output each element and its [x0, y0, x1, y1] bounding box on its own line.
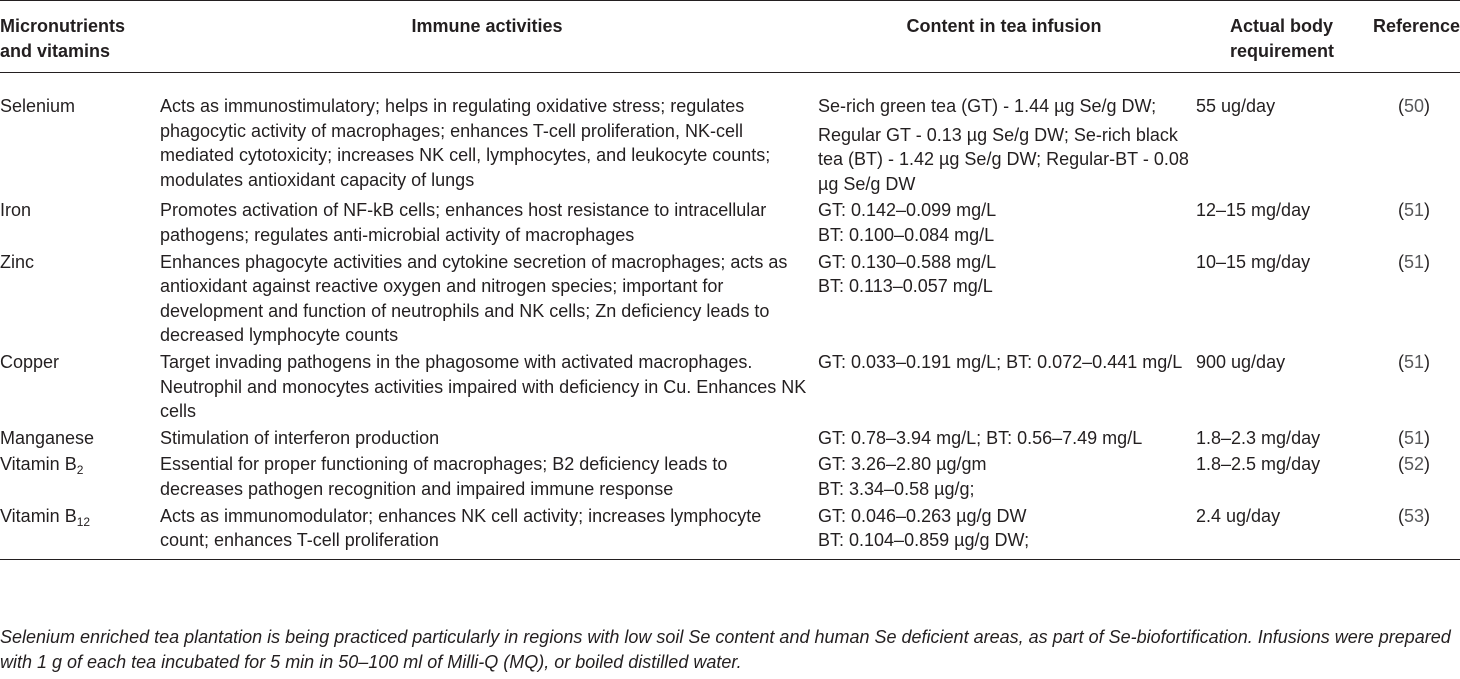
table-footnote: Selenium enriched tea plantation is being practiced particularly in regions with low soil Se content and human Se deficient areas, as part of Se-biofortification. Infusions were prepared with 1 g of each tea incubated for 5 min in 50–100 ml of Milli-Q (MQ), or boiled distilled water. [0, 627, 1451, 672]
content-line: GT: 0.130–0.588 mg/L [818, 251, 997, 272]
cell-nutrient: Iron [0, 200, 32, 221]
cell-nutrient: Zinc [0, 251, 35, 272]
cell-requirement: 55 ug/day [1196, 96, 1276, 116]
cell-requirement: 900 ug/day [1196, 351, 1286, 372]
cell-reference: (51) [1397, 251, 1430, 272]
cell-nutrient: Manganese [0, 427, 95, 448]
cell-reference: (51) [1397, 427, 1430, 448]
cell-content [814, 424, 1194, 451]
content-line: BT: 3.34–0.58 µg/g; [818, 478, 975, 499]
cell-requirement: 1.8–2.3 mg/day [1196, 427, 1321, 448]
reference-link[interactable]: 53 [1403, 505, 1424, 526]
reference-link[interactable]: 52 [1403, 454, 1424, 475]
cell-nutrient: Vitamin $B_{12}$ [0, 505, 91, 529]
header-immune-activities: Immune activities [411, 16, 563, 36]
content-line: GT: 3.26–2.80 µg/gm [818, 454, 987, 475]
table-row [0, 248, 1460, 348]
cell-content [814, 73, 1194, 197]
cell-content [814, 348, 1194, 424]
header-content-in-tea: Content in tea infusion [906, 16, 1102, 36]
cell-activities: Acts as immunomodulator; enhances NK cell activity; increases lymphocyte count; enhances T-cell proliferation [160, 505, 762, 551]
content-line: GT: 0.033–0.191 mg/L; BT: 0.072–0.441 mg/L [818, 351, 1183, 372]
table-row [0, 196, 1460, 247]
header-micronutrients: Micronutrients and vitamins [0, 16, 126, 61]
table-header [0, 1, 1460, 73]
cell-reference: (51) [1397, 351, 1430, 372]
content-line: Regular GT - 0.13 µg Se/g DW; Se-rich black tea (BT) - 1.42 µg Se/g DW; Regular-BT - 0.08 µg Se/g DW [818, 124, 1189, 194]
cell-reference: (53) [1397, 505, 1430, 526]
cell-activities: Acts as immunostimulatory; helps in regulating oxidative stress; regulates phagocytic activity of macrophages; enhances T-cell proliferation, NK-cell mediated cytotoxicity; increases NK cell, lymphocytes, and leukocyte counts; modulates antioxidant capacity of lungs [160, 96, 771, 190]
content-line: Se-rich green tea (GT) - 1.44 µg Se/g DW; [818, 96, 1157, 116]
cell-nutrient: Selenium [0, 96, 76, 116]
cell-requirement: 10–15 mg/day [1196, 251, 1311, 272]
table-row [0, 348, 1460, 424]
cell-content [814, 196, 1194, 247]
cell-content [814, 248, 1194, 348]
cell-requirement: 2.4 ug/day [1196, 505, 1281, 526]
cell-requirement: 12–15 mg/day [1196, 200, 1311, 221]
content-line: BT: 0.104–0.859 µg/g DW; [818, 530, 1030, 551]
reference-link[interactable]: 51 [1403, 351, 1424, 372]
table-row [0, 424, 1460, 451]
content-line: BT: 0.113–0.057 mg/L [818, 276, 993, 297]
content-line: GT: 0.142–0.099 mg/L [818, 200, 997, 221]
reference-link[interactable]: 51 [1403, 200, 1424, 221]
cell-activities: Promotes activation of NF-kB cells; enhances host resistance to intracellular pathogens; regulates anti-microbial activity of macrophages [160, 200, 767, 245]
content-line: BT: 0.100–0.084 mg/L [818, 224, 995, 245]
cell-reference: (51) [1397, 200, 1430, 221]
content-line: GT: 0.78–3.94 mg/L; BT: 0.56–7.49 mg/L [818, 427, 1143, 448]
table-row [0, 502, 1460, 560]
cell-activities: Target invading pathogens in the phagosome with activated macrophages. Neutrophil and monocytes activities impaired with deficiency in Cu. Enhances NK cells [160, 351, 807, 422]
table-row [0, 450, 1460, 501]
cell-reference: (50) [1397, 96, 1430, 116]
content-line: GT: 0.046–0.263 µg/g DW [818, 505, 1027, 526]
header-reference: Reference [1372, 16, 1460, 36]
cell-content [814, 450, 1194, 501]
cell-activities: Essential for proper functioning of macrophages; B2 deficiency leads to decreases pathogen recognition and impaired immune response [160, 454, 728, 499]
reference-link[interactable]: 50 [1403, 96, 1424, 116]
reference-link[interactable]: 51 [1403, 251, 1424, 272]
cell-activities: Stimulation of interferon production [160, 427, 440, 448]
header-body-requirement: Actual body requirement [1230, 16, 1335, 61]
cell-nutrient: Copper [0, 351, 60, 372]
cell-nutrient: Vitamin $B_2$ [0, 454, 84, 478]
table-body [0, 73, 1460, 560]
cell-requirement: 1.8–2.5 mg/day [1196, 454, 1321, 475]
cell-reference: (52) [1397, 454, 1430, 475]
cell-content [814, 502, 1194, 560]
table-row [0, 73, 1460, 197]
reference-link[interactable]: 51 [1403, 427, 1424, 448]
cell-activities: Enhances phagocyte activities and cytokine secretion of macrophages; acts as antioxidant against reactive oxygen and nitrogen species; important for development and function of neutrophils and NK cells; Zn deficiency leads to decreased lymphocyte counts [160, 251, 788, 346]
